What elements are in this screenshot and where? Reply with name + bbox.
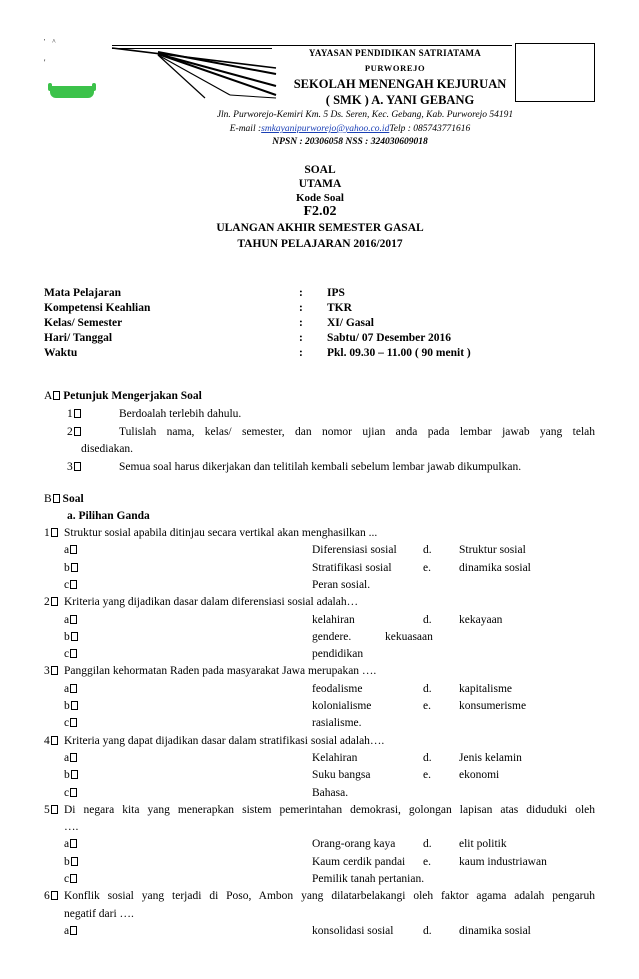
- school-name: SEKOLAH MENENGAH KEJURUAN: [293, 77, 507, 91]
- checkbox-glyph-icon: [70, 684, 77, 693]
- checkbox-glyph-icon: [51, 891, 58, 900]
- checkbox-glyph-icon: [53, 391, 60, 400]
- question-number: 4: [44, 735, 58, 747]
- checkbox-glyph-icon: [51, 805, 58, 814]
- email-link[interactable]: smkayanipurworejo@yahoo.co.id: [261, 124, 390, 134]
- checkbox-glyph-icon: [70, 839, 77, 848]
- checkbox-glyph-icon: [51, 736, 58, 745]
- instruction-text: Semua soal harus dikerjakan dan telitilah kembali sebelum lembar jawab dikumpulkan.: [119, 461, 522, 473]
- question-number: 6: [44, 890, 58, 902]
- option-text: Stratifikasi sosial: [312, 561, 392, 574]
- option-text: kelahiran: [312, 613, 355, 626]
- option-letter: b: [64, 769, 78, 781]
- subsection-heading: a. Pilihan Ganda: [67, 510, 150, 522]
- checkbox-glyph-icon: [74, 427, 81, 436]
- section-a-heading: A Petunjuk Mengerjakan Soal: [44, 390, 202, 402]
- option-text: konsolidasi sosial: [312, 924, 394, 937]
- option-letter: a: [64, 683, 77, 695]
- option-text: gendere.: [312, 630, 352, 643]
- option-letter: b: [64, 631, 78, 643]
- option-letter: a: [64, 752, 77, 764]
- question-number: 5: [44, 804, 58, 816]
- option-text-right: elit politik: [459, 838, 507, 851]
- checkbox-glyph-icon: [70, 926, 77, 935]
- option-text-right: kapitalisme: [459, 682, 513, 695]
- option-letter-right: e.: [423, 561, 431, 574]
- option-text-right: kekuasaan: [385, 630, 433, 643]
- checkbox-glyph-icon: [74, 462, 81, 471]
- option-letter: a: [64, 614, 77, 626]
- checkbox-glyph-icon: [53, 494, 60, 503]
- option-text-right: kaum industriawan: [459, 855, 547, 868]
- school-contact: E-mail :smkayanipurworejo@yahoo.co.idTelp : 085743771616: [229, 124, 471, 134]
- option-letter-right: d.: [423, 682, 432, 695]
- section-b-heading: B Soal: [44, 493, 84, 505]
- option-letter-right: d.: [423, 838, 432, 851]
- checkbox-glyph-icon: [70, 580, 77, 589]
- checkbox-glyph-icon: [74, 409, 81, 418]
- document-page: ' ^ ' YAYASAN PENDIDIKAN SATRIATAMA PURWOREJO SEKOLAH MENENGAH KEJURUAN ( SMK ) A. YANI GEBANG Jln. Purworejo-Kemiri Km. 5 Ds. Seren, Kec. Gebang, Kab. Purworejo 54191 E-mail :smkayanipurworejo@yahoo.co.idTelp : 085743771616 NPSN : 20306058 NSS : 324030609018 SOAL UTAMA Kode Soal F2.02 ULANGAN AKHIR SEMESTER GASAL TAHUN PELAJARAN 2016/2017 Mata Pelajaran : IPS Kompetensi Keahlian : TKR Kelas/ Semester : XI/ Gasal Hari/ Tanggal : Sabtu/ 07 Desember 2016 Waktu : Pkl. 09.30 – 11.00 ( 90 menit ) A Petunjuk Mengerjakan Soal 1 Berdoalah terlebih dahulu. 2 Tulislah nama, kelas/ semester, dan nomor ujian anda pada lembar jawab yang telah disediakan. 3 Semua soal harus dikerjakan dan telitilah kembali sebelum lembar jawab dikumpulkan. B Soal a. Pilihan Ganda 1 Struktur sosial apabila ditinjau secara vertikal akan menghasilkan ... a Diferensiasi sosial d. Struktur sosial b Stratifikasi sosial e. dinamika sosial c Peran sosial. 2 Kriteria yang dijadikan dasar dalam diferensiasi sosial adalah… a kelahiran d. kekayaan b gendere. kekuasaan c pendidikan 3 Panggilan kehormatan Raden pada masyarakat Jawa merupakan …. a feodalisme d. kapitalisme b kolonialisme e. konsumerisme c rasialisme. 4 Kriteria yang dapat dijadikan dasar dalam stratifikasi sosial adalah…. a Kelahiran d. Jenis kelamin b Suku bangsa e. ekonomi c Bahasa. 5 Di negara kita yang menerapkan sistem pemerintahan demokrasi, golongan lapisan atas diduduki oleh …. a Orang-orang kaya d. elit politik b Kaum cerdik pandai e. kaum industriawan c Pemilik tanah pertanian. 6 Konflik sosial yang terjadi di Poso, Ambon yang dilatarbelakangi oleh faktor agama adalah pengaruh negatif dari …. a konsolidasi sosial d. dinamika sosial: [0, 0, 639, 979]
- green-logo-icon: [50, 86, 94, 98]
- kode-label: Kode Soal: [296, 192, 344, 204]
- instruction-item: 3: [67, 461, 81, 473]
- checkbox-glyph-icon: [70, 788, 77, 797]
- question-number: 2: [44, 596, 58, 608]
- option-text-right: dinamika sosial: [459, 924, 531, 937]
- option-letter-right: d.: [423, 751, 432, 764]
- checkbox-glyph-icon: [70, 753, 77, 762]
- checkbox-glyph-icon: [51, 666, 58, 675]
- option-text: Orang-orang kaya: [312, 838, 396, 851]
- option-letter: a: [64, 544, 77, 556]
- checkbox-glyph-icon: [70, 874, 77, 883]
- option-letter: c: [64, 648, 77, 660]
- question-number: 3: [44, 665, 58, 677]
- question-text: Di negara kita yang menerapkan sistem pemerintahan demokrasi, golongan lapisan atas diduduki oleh: [64, 803, 595, 816]
- title-soal: SOAL: [304, 164, 336, 176]
- option-letter-right: e.: [423, 700, 431, 712]
- option-text: Suku bangsa: [312, 769, 371, 782]
- option-letter: b: [64, 856, 78, 868]
- foundation-name: YAYASAN PENDIDIKAN SATRIATAMA: [308, 48, 482, 58]
- instruction-text-cont: disediakan.: [81, 443, 134, 455]
- option-text: Kelahiran: [312, 751, 358, 764]
- instruction-item: 2: [67, 426, 81, 438]
- school-npsn: NPSN : 20306058 NSS : 324030609018: [272, 137, 428, 147]
- question-text: Konflik sosial yang terjadi di Poso, Ambon yang dilatarbelakangi oleh faktor agama adalah pengaruh: [64, 890, 595, 903]
- instruction-text: Berdoalah terlebih dahulu.: [119, 408, 242, 420]
- checkbox-glyph-icon: [70, 615, 77, 624]
- option-letter-right: e.: [423, 855, 431, 868]
- option-text: pendidikan: [312, 648, 364, 661]
- option-text: feodalisme: [312, 682, 363, 695]
- question-text-cont: negatif dari ….: [64, 907, 134, 920]
- option-text: Bahasa.: [312, 786, 349, 799]
- checkbox-glyph-icon: [71, 857, 78, 866]
- foundation-city: PURWOREJO: [364, 63, 426, 73]
- instruction-text: Tulislah nama, kelas/ semester, dan nomor ujian anda pada lembar jawab yang telah: [119, 426, 595, 438]
- option-text: Kaum cerdik pandai: [312, 855, 406, 868]
- option-text-right: dinamika sosial: [459, 561, 531, 574]
- option-text: Pemilik tanah pertanian.: [312, 873, 425, 885]
- exam-title: ULANGAN AKHIR SEMESTER GASAL: [216, 222, 424, 234]
- question-text: Struktur sosial apabila ditinjau secara vertikal akan menghasilkan ...: [64, 527, 378, 539]
- option-letter-right: d.: [423, 613, 432, 626]
- option-letter: b: [64, 700, 78, 712]
- option-letter: a: [64, 925, 77, 937]
- checkbox-glyph-icon: [71, 632, 78, 641]
- option-letter: a: [64, 838, 77, 850]
- logo-lines-graphic: [40, 40, 280, 110]
- question-text: Panggilan kehormatan Raden pada masyarakat Jawa merupakan ….: [64, 665, 377, 678]
- option-letter: c: [64, 873, 77, 885]
- option-letter: b: [64, 562, 78, 574]
- option-text: Peran sosial.: [312, 578, 371, 591]
- question-text-cont: ….: [64, 821, 79, 834]
- checkbox-glyph-icon: [70, 545, 77, 554]
- checkbox-glyph-icon: [51, 597, 58, 606]
- school-short-name: ( SMK ) A. YANI GEBANG: [325, 93, 475, 107]
- option-text-right: Jenis kelamin: [459, 751, 522, 764]
- option-text-right: Struktur sosial: [459, 544, 526, 557]
- option-letter: c: [64, 717, 77, 729]
- academic-year: TAHUN PELAJARAN 2016/2017: [237, 238, 403, 250]
- question-text: Kriteria yang dijadikan dasar dalam diferensiasi sosial adalah…: [64, 596, 359, 609]
- option-letter-right: d.: [423, 544, 432, 557]
- checkbox-glyph-icon: [51, 528, 58, 537]
- option-text: rasialisme.: [312, 717, 362, 730]
- instruction-item: 1: [67, 408, 81, 420]
- school-address: Jln. Purworejo-Kemiri Km. 5 Ds. Seren, Kec. Gebang, Kab. Purworejo 54191: [216, 110, 514, 120]
- option-letter: c: [64, 579, 77, 591]
- question-text: Kriteria yang dapat dijadikan dasar dalam stratifikasi sosial adalah….: [64, 734, 385, 747]
- option-text-right: ekonomi: [459, 769, 500, 782]
- option-letter: c: [64, 787, 77, 799]
- option-text: kolonialisme: [312, 700, 372, 712]
- option-letter-right: d.: [423, 924, 432, 937]
- option-letter-right: e.: [423, 769, 431, 782]
- option-text: Diferensiasi sosial: [312, 544, 397, 557]
- title-utama: UTAMA: [298, 178, 342, 190]
- checkbox-glyph-icon: [71, 770, 78, 779]
- option-text-right: konsumerisme: [459, 700, 527, 712]
- question-number: 1: [44, 527, 58, 539]
- checkbox-glyph-icon: [70, 718, 77, 727]
- option-text-right: kekayaan: [459, 613, 503, 626]
- kode-value: F2.02: [303, 204, 337, 219]
- checkbox-glyph-icon: [71, 563, 78, 572]
- checkbox-glyph-icon: [70, 649, 77, 658]
- checkbox-glyph-icon: [71, 701, 78, 710]
